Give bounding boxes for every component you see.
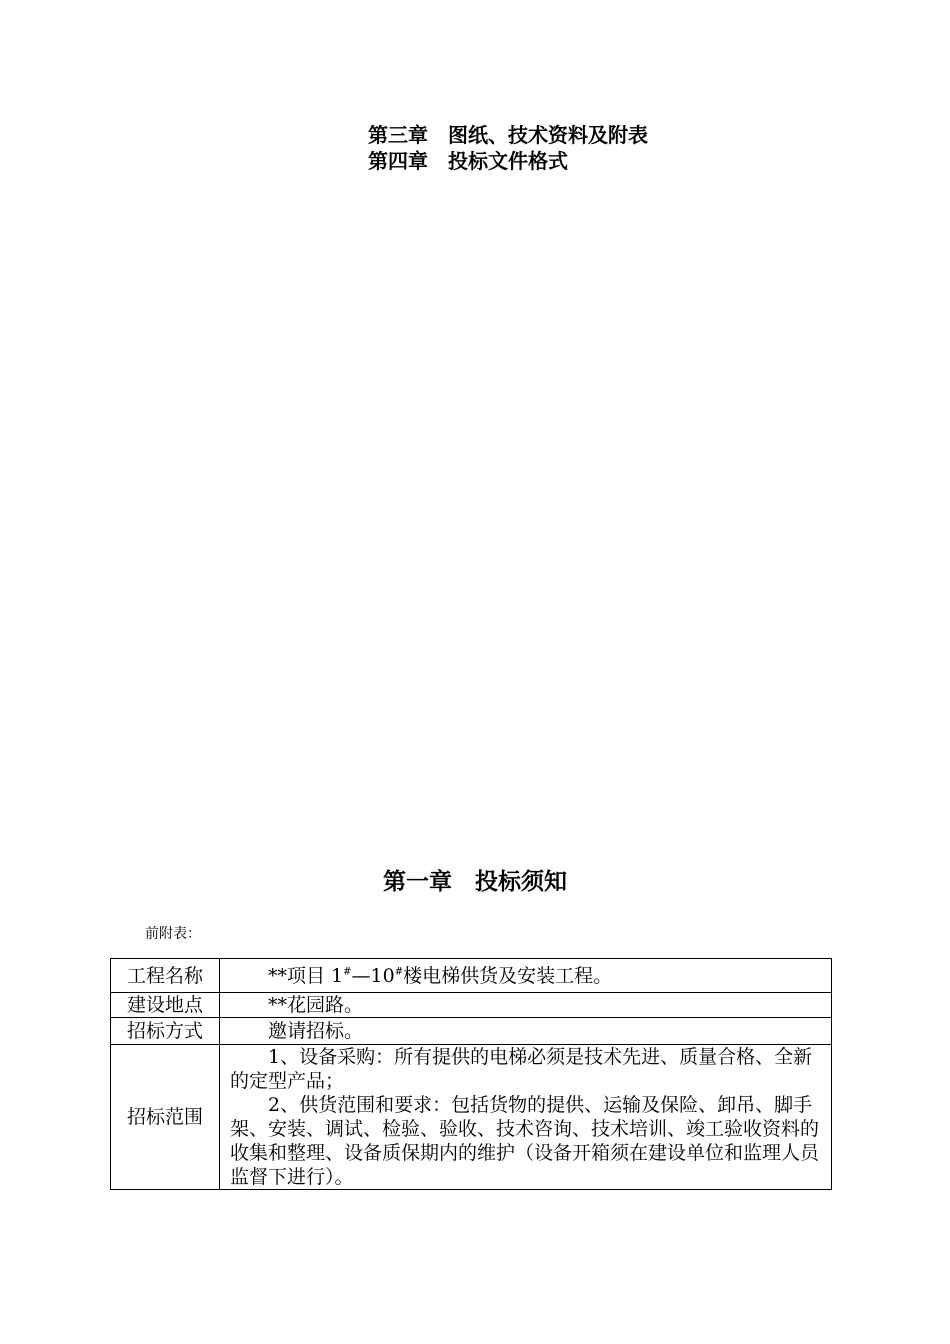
table-row bbox=[111, 959, 832, 993]
toc-item-chapter-4: 第四章 投标文件格式 bbox=[368, 149, 568, 173]
row-value-project-name bbox=[220, 959, 832, 993]
project-name-sup-2: # bbox=[394, 966, 404, 978]
project-name-prefix: **项目 1 bbox=[268, 964, 344, 987]
row-label-bid-method: 招标方式 bbox=[111, 1018, 220, 1045]
pre-table-label: 前附表： bbox=[145, 926, 201, 942]
bid-method-text: 邀请招标。 bbox=[268, 1020, 364, 1042]
chapter-title: 第一章 投标须知 bbox=[383, 868, 567, 895]
bid-scope-paragraph-1: 1、设备采购：所有提供的电梯必须是技术先进、质量合格、全新的定型产品； bbox=[230, 1046, 813, 1092]
project-name-mid: —10 bbox=[351, 964, 395, 987]
row-label-location: 建设地点 bbox=[111, 993, 220, 1018]
table-row bbox=[111, 1018, 832, 1045]
row-value-bid-scope bbox=[220, 1045, 832, 1190]
row-value-bid-method bbox=[220, 1018, 832, 1045]
row-label-project-name: 工程名称 bbox=[111, 959, 220, 993]
bid-info-table bbox=[110, 958, 832, 1190]
bid-scope-paragraph-2: 2、供货范围和要求：包括货物的提供、运输及保险、卸吊、脚手架、安装、调试、检验、验收、技术咨询、技术培训、竣工验收资料的收集和整理、设备质保期内的维护（设备开箱须在建设单位和监理人员监督下进行）。 bbox=[230, 1094, 820, 1188]
table-of-contents bbox=[368, 122, 648, 174]
row-value-location bbox=[220, 993, 832, 1018]
toc-item-chapter-3: 第三章 图纸、技术资料及附表 bbox=[368, 123, 648, 147]
project-name-sup-1: # bbox=[343, 966, 352, 978]
row-label-bid-scope: 招标范围 bbox=[111, 1045, 220, 1190]
project-name-suffix: 楼电梯供货及安装工程。 bbox=[403, 964, 613, 987]
location-text: **花园路。 bbox=[268, 994, 364, 1016]
table-row bbox=[111, 993, 832, 1018]
table-row bbox=[111, 1045, 832, 1190]
